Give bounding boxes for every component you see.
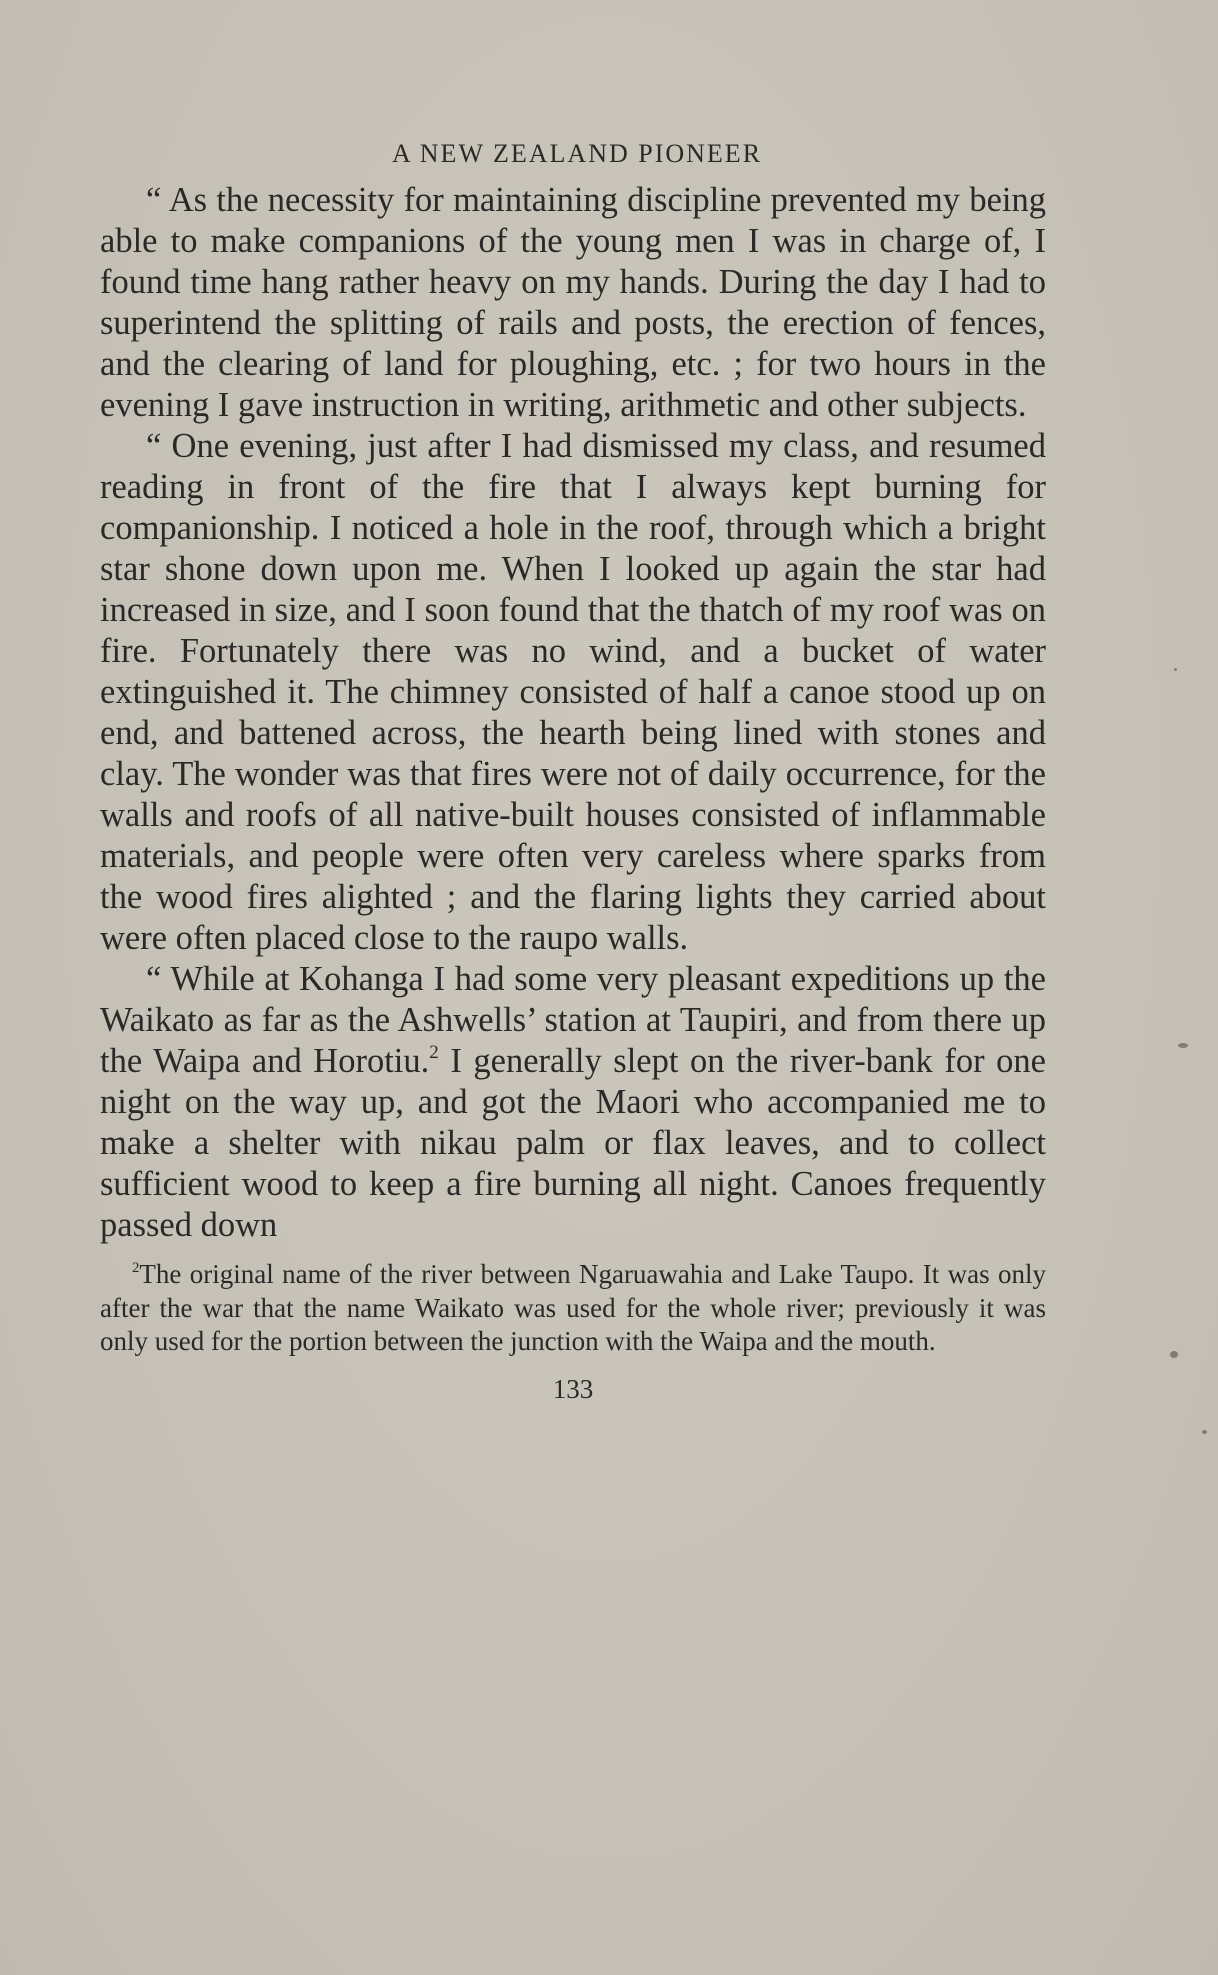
running-head: A NEW ZEALAND PIONEER: [391, 139, 763, 168]
paragraph-2: “ One evening, just after I had dismissed my class, and resumed reading in front of the fire that I always kept burning for companionship. I noticed a hole in the roof, through which a bright star shone down upon me. When I looked up again the star had increased in size, and I soon found that the thatch of my roof was on fire. Fortunately there was no wind, and a bucket of water extinguished it. The chimney consisted of half a canoe stood up on end, and battened across, the hearth being lined with stones and clay. The wonder was that fires were not of daily occurrence, for the walls and roofs of all native-built houses consisted of inflammable materials, and people were often very careless where sparks from the wood fires alighted ; and the flaring lights they carried about were often placed close to the raupo walls.: [100, 427, 1046, 957]
footnote-text: The original name of the river between Ngaruawahia and Lake Taupo. It was only after the war that the name Waikato was used for the whole river; previously it was only used for the portion between the junction with the Waipa and the mouth.: [100, 1259, 1046, 1356]
footnote-reference: 2: [429, 1041, 439, 1063]
paper-speck: [1170, 1351, 1178, 1358]
paragraph-3-text-a: “ While at Kohanga I had some very pleasant expeditions up the Waikato as far as the Ashwells’ station at Taupiri, and from there up the Waipa and Horotiu.: [100, 960, 1046, 1080]
paper-speck: [1202, 1430, 1207, 1434]
paragraph-3-text-b: I generally slept on the river-bank for one night on the way up, and got the Maori who accompanied me to make a shelter with nikau palm or flax leaves, and to collect sufficient wood to keep a fire burning all night. Canoes frequently passed down: [100, 1042, 1046, 1244]
footnotes: [100, 1258, 1046, 1359]
paper-speck: [1174, 668, 1177, 671]
paragraph-3: [100, 959, 1046, 1246]
page-number: 133: [552, 1373, 594, 1404]
book-page: [100, 136, 1046, 1407]
footnote: [100, 1258, 1046, 1359]
footnote-marker: 2: [132, 1259, 140, 1276]
paragraph-1: “ As the necessity for maintaining discipline prevented my being able to make companions of the young men I was in charge of, I found time hang rather heavy on my hands. During the day I had to superintend the splitting of rails and posts, the erection of fences, and the clearing of land for ploughing, etc. ; for two hours in the evening I gave instruction in writing, arithmetic and other subjects.: [100, 181, 1046, 424]
paper-speck: [1178, 1043, 1188, 1048]
